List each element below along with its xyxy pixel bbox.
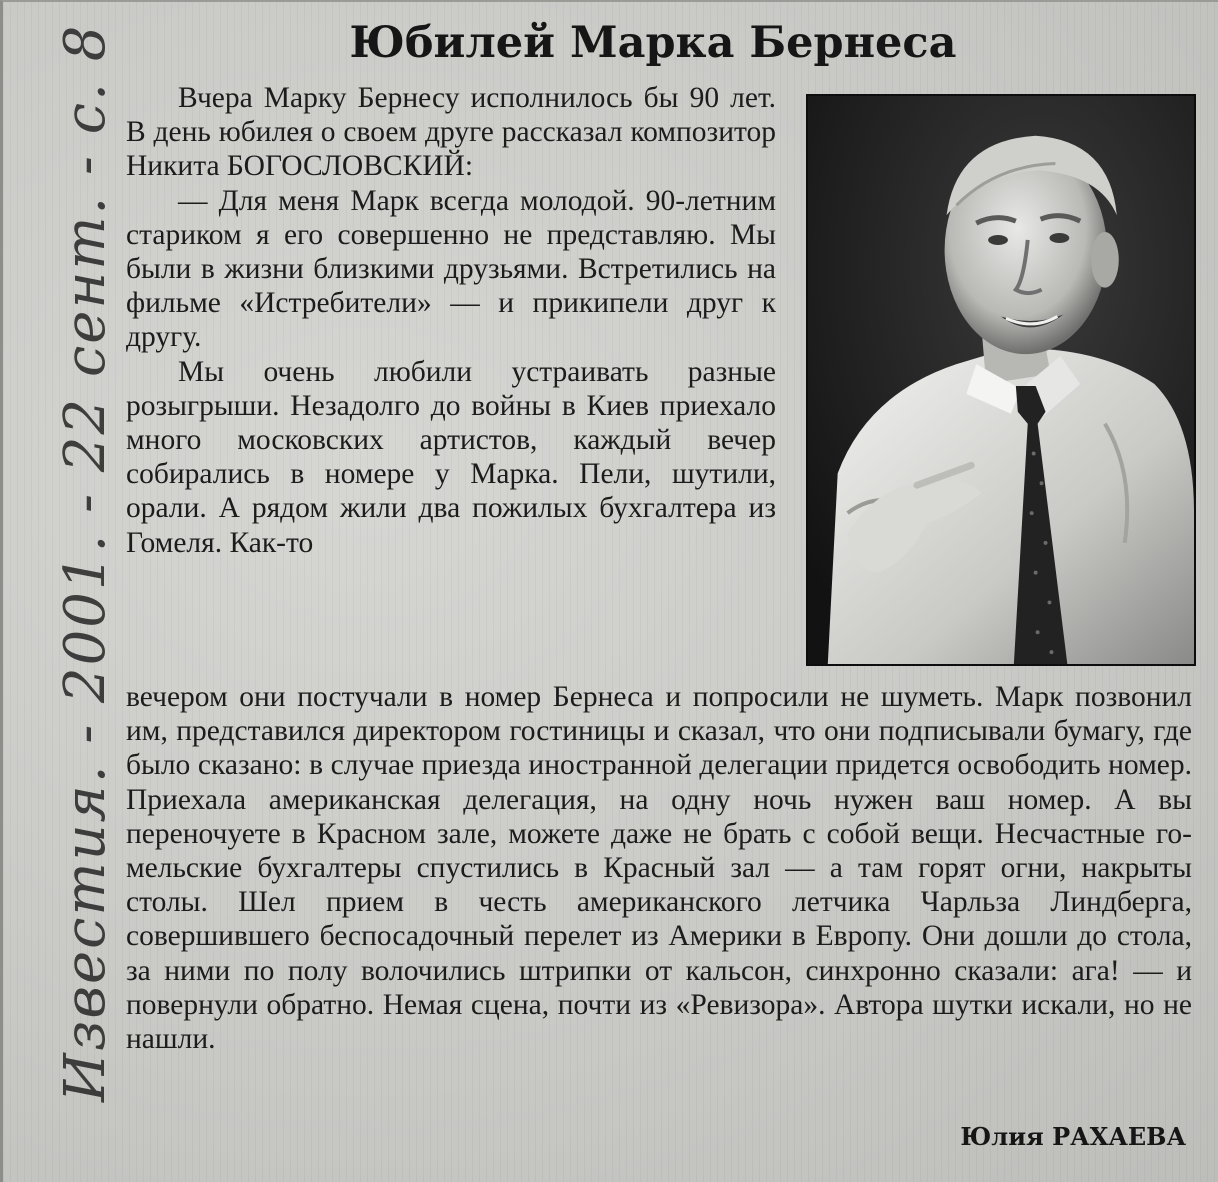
paragraph-story-start: Мы очень любили устраивать разные розыгрыши. Незадолго до войны в Киев приехало много московских артистов, каждый вечер собирались в номере у Марка. Пели, шутили, орали. А рядом жили два пожилых бухгалтера из Гомеля. Как-то (126, 355, 776, 559)
handwritten-source-note: Известия. - 2001. - 22 сент. - с. 8 (53, 23, 118, 1102)
article-photo (806, 94, 1196, 666)
article-headline: Юбилей Марка Бернеса (349, 18, 957, 68)
portrait-image (808, 96, 1194, 664)
paragraph-quote: — Для меня Марк всегда молодой. 90-летним стариком я его совершенно не представляю. Мы были в жизни близкими друзьями. Встретились на фильме «Истребители» — и прикипели друг к другу. (126, 184, 776, 354)
author-byline: Юлия РАХАЕВА (960, 1122, 1186, 1151)
article-body-column-narrow (126, 81, 776, 560)
paragraph-story-continued: вечером они постучали в номер Бернеса и попросили не шуметь. Марк позвонил им, представился директором гостиницы и сказал, что они подписывали бумагу, где было сказано: в случае приезда иностранной делегации придется освободить номер. Приехала американская делегация, на одну ночь нужен ваш номер. А вы переночуете в Красном зале, можете даже не брать с собой вещи. Несчастные гомельские бухгалтеры спустились в Красный зал — а там горят огни, накрыты столы. Шел прием в честь американского летчика Чарльза Линдберга, совершившего беспосадочный перелет из Америки в Европу. Они дошли до стола, за ними по полу волочились штрипки от кальсон, синхронно сказали: ага! — и повернули обратно. Немая сцена, почти из «Ревизора». Автора шутки искали, но не нашли. (126, 681, 1192, 1056)
paragraph-intro: Вчера Марку Бернесу исполнилось бы 90 лет. В день юбилея о своем друге рассказал композитор Никита БОГОСЛОВСКИЙ: (126, 82, 776, 183)
article-body-column-wide (126, 680, 1192, 1056)
